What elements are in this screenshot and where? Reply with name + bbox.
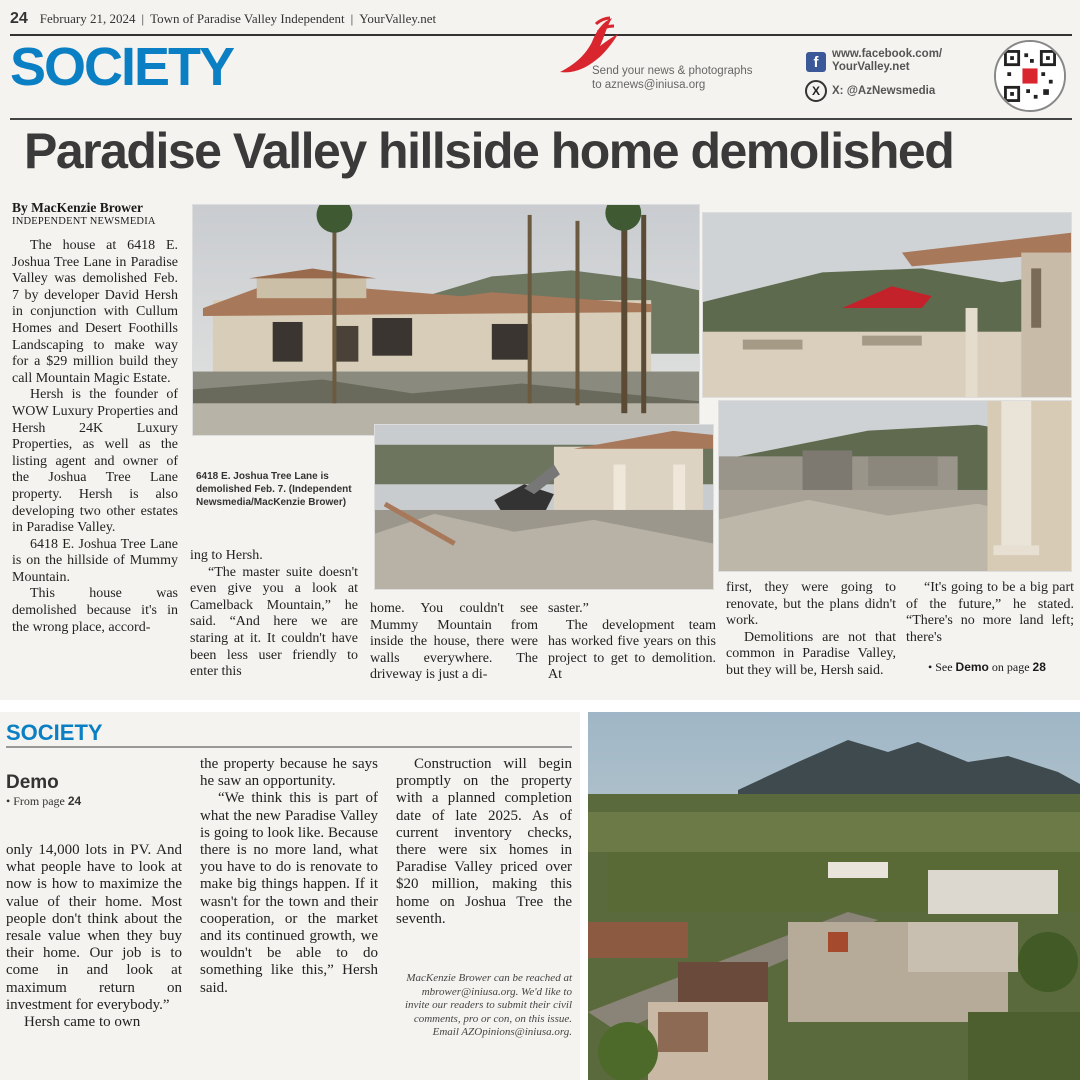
x-social-icon: X (805, 80, 827, 102)
bullet-icon: • (6, 794, 11, 808)
see-word: See (935, 660, 953, 674)
folio-date: February 21, 2024 (39, 11, 136, 26)
continuation-rule (6, 746, 572, 748)
header-rule (10, 118, 1072, 120)
jump-name: Demo (955, 660, 989, 674)
facebook-icon: f (806, 52, 826, 72)
on-page-word: on page (991, 660, 1030, 674)
article-column-2 (190, 548, 358, 681)
folio-line: 24 February 21, 2024 | Town of Paradise Valley Independent | YourValley.net (10, 10, 437, 27)
bullet-icon: • (928, 660, 933, 674)
photo-rubble-excavator (374, 424, 714, 590)
page-number: 24 (10, 10, 28, 27)
send-line-1: Send your news & photographs (592, 65, 753, 77)
article-column-5 (726, 580, 896, 680)
byline: By MacKenzie Brower (12, 200, 143, 215)
paragraph: Construction will begin promptly on the property with a planned completion date of late 2025. As of current inventory checks, there were six homes in Paradise Valley priced over $20 million, making this home on Joshua Tree the seventh. (396, 756, 572, 927)
continuation-column-2 (200, 756, 378, 997)
qr-code-icon (994, 40, 1066, 112)
from-page-number: 24 (67, 794, 82, 808)
continuation-column-1 (6, 842, 182, 1031)
jump-reference (928, 660, 1046, 675)
continuation-column-3 (396, 756, 572, 928)
photo-caption: 6418 E. Joshua Tree Lane is demolished Feb. 7. (Independent Newsmedia/MacKenzie Brower) (196, 471, 352, 508)
photo-house-before (192, 204, 700, 436)
aerial-photo-demolition-site (588, 712, 1080, 1080)
paragraph: the property because he says he saw an opportunity. (200, 756, 378, 790)
facebook-link (832, 48, 942, 74)
article-column-1 (12, 238, 178, 636)
paragraph: Hersh came to own (24, 1014, 141, 1031)
send-line-2: to aznews@iniusa.org (592, 79, 706, 91)
facebook-line-1: www.facebook.com/ (832, 48, 943, 60)
paragraph: Hersh is the founder of WOW Luxury Properties and Hersh 24K Luxury Properties, as well as the listing agent and owner of the Joshua Tree Lane property. Hersh is also developing two other estates in Paradise Valley. (12, 387, 178, 536)
paragraph: Demolitions are not that common in Paradise Valley, but they will be, Hersh said. (726, 629, 896, 678)
article-headline: Paradise Valley hillside home demolished (24, 123, 954, 179)
folio-website: YourValley.net (359, 11, 437, 26)
paragraph: home. You couldn't see Mummy Mountain from inside the house, there were walls everywhere. The driveway is just a di- (370, 601, 538, 683)
folio-publication: Town of Paradise Valley Independent (150, 11, 345, 26)
photo-excavator-terrace (702, 212, 1072, 398)
send-news-note (592, 64, 752, 92)
article-column-3 (370, 601, 538, 684)
paragraph: The house at 6418 E. Joshua Tree Lane in Paradise Valley was demolished Feb. 7 by developer David Hersh in conjunction with Cullum Homes and Desert Foothills Landscaping to make way for a $29 million build they call Mountain Magic Estate. (12, 238, 178, 386)
jump-page: 28 (1032, 660, 1046, 674)
paragraph: first, they were going to renovate, but the plans didn't work. (726, 580, 896, 629)
paragraph: 6418 E. Joshua Tree Lane is on the hillside of Mummy Mountain. (12, 536, 178, 585)
photo-rubble-column (718, 400, 1072, 572)
paragraph: The development team has worked five years on this project to get to demolition. At (548, 617, 716, 683)
author-contact-note: MacKenzie Brower can be reached at mbrower@iniusa.org. We'd like to invite our readers to submit their civil comments, pro or con, on this issue. Email AZOpinions@iniusa.org. (404, 972, 572, 1039)
paragraph: ing to Hersh. (190, 548, 263, 563)
continuation-title: Demo (6, 772, 59, 793)
article-column-4 (548, 601, 716, 684)
byline-outlet: INDEPENDENT NEWSMEDIA (12, 216, 156, 227)
from-page-line (6, 794, 81, 809)
paragraph: saster.” (548, 601, 589, 616)
paragraph: “The master suite doesn't even give you a look at Camelback Mountain,” he said. “And here we are staring at it. It couldn't have been less user friendly to enter this (190, 564, 358, 680)
paragraph: only 14,000 lots in PV. And what people have to look at now is how to maximize the value of their home. Most people don't think about the resale value when they buy their home. Our job is to come in and look at maximum return on investment for everybody.” (6, 842, 182, 1013)
section-label: SOCIETY (10, 37, 234, 97)
continuation-section-label: SOCIETY (6, 720, 103, 745)
paragraph: “We think this is part of what the new Paradise Valley is going to look like. Because there is no more land, what you have to do is renovate to make big things happen. If it wasn't for the town and their cooperation, or the market and its continued growth, we wouldn't be able to do something like this,” Hersh said. (200, 790, 378, 996)
paragraph: This house was demolished because it's in the wrong place, accord- (12, 586, 178, 635)
facebook-line-2: YourValley.net (832, 61, 910, 73)
from-page-word: From page (13, 794, 65, 808)
x-handle: X: @AzNewsmedia (832, 85, 936, 97)
article-column-6 (906, 580, 1074, 646)
paragraph: “It's going to be a big part of the future,” he stated. “There's no more land left; there's (906, 580, 1074, 645)
